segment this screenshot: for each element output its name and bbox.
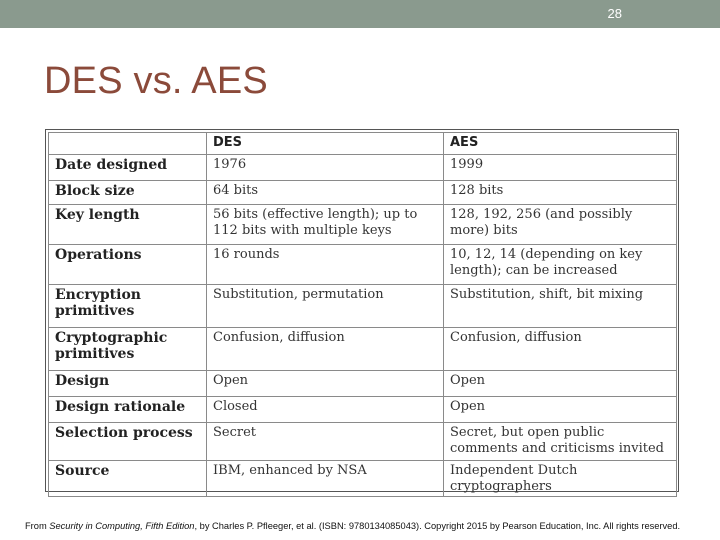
aes-cell: Substitution, shift, bit mixing xyxy=(444,285,677,328)
row-label: Source xyxy=(49,461,207,497)
row-label: Cryptographic primitives xyxy=(49,328,207,371)
des-cell: 16 rounds xyxy=(207,245,444,285)
header-empty-cell xyxy=(49,133,207,155)
table-row xyxy=(49,461,677,497)
table-row xyxy=(49,371,677,397)
footer-suffix: , by Charles P. Pfleeger, et al. (ISBN: 9780134085043). Copyright 2015 by Pearson Education, Inc. All rights reserved. xyxy=(194,521,681,531)
aes-cell: Independent Dutch cryptographers xyxy=(444,461,677,497)
footer-prefix: From xyxy=(25,521,50,531)
row-label: Key length xyxy=(49,205,207,245)
des-cell: 56 bits (effective length); up to 112 bits with multiple keys xyxy=(207,205,444,245)
aes-cell: 1999 xyxy=(444,155,677,181)
slide-title: DES vs. AES xyxy=(44,60,268,102)
des-cell: Secret xyxy=(207,423,444,461)
header-des: DES xyxy=(207,133,444,155)
row-label: Block size xyxy=(49,181,207,205)
table-row xyxy=(49,423,677,461)
table-row xyxy=(49,155,677,181)
footer-citation xyxy=(25,521,680,531)
aes-cell: 128 bits xyxy=(444,181,677,205)
row-label: Encryption primitives xyxy=(49,285,207,328)
comparison-table xyxy=(48,132,677,497)
des-cell: Substitution, permutation xyxy=(207,285,444,328)
aes-cell: 10, 12, 14 (depending on key length); can be increased xyxy=(444,245,677,285)
aes-cell: Secret, but open public comments and criticisms invited xyxy=(444,423,677,461)
aes-cell: Open xyxy=(444,397,677,423)
aes-cell: Confusion, diffusion xyxy=(444,328,677,371)
aes-cell: 128, 192, 256 (and possibly more) bits xyxy=(444,205,677,245)
des-cell: Closed xyxy=(207,397,444,423)
header-aes: AES xyxy=(444,133,677,155)
row-label: Design rationale xyxy=(49,397,207,423)
des-cell: Confusion, diffusion xyxy=(207,328,444,371)
table-row xyxy=(49,205,677,245)
table-header-row xyxy=(49,133,677,155)
des-cell: 64 bits xyxy=(207,181,444,205)
top-bar xyxy=(0,0,720,28)
des-cell: 1976 xyxy=(207,155,444,181)
des-cell: IBM, enhanced by NSA xyxy=(207,461,444,497)
des-cell: Open xyxy=(207,371,444,397)
table-row xyxy=(49,397,677,423)
footer-book-title: Security in Computing, Fifth Edition xyxy=(49,521,195,531)
row-label: Operations xyxy=(49,245,207,285)
aes-cell: Open xyxy=(444,371,677,397)
table-row xyxy=(49,285,677,328)
row-label: Design xyxy=(49,371,207,397)
slide-number: 28 xyxy=(607,6,622,21)
table-row xyxy=(49,328,677,371)
row-label: Selection process xyxy=(49,423,207,461)
comparison-table-frame xyxy=(45,129,679,492)
table-row xyxy=(49,181,677,205)
table-row xyxy=(49,245,677,285)
row-label: Date designed xyxy=(49,155,207,181)
